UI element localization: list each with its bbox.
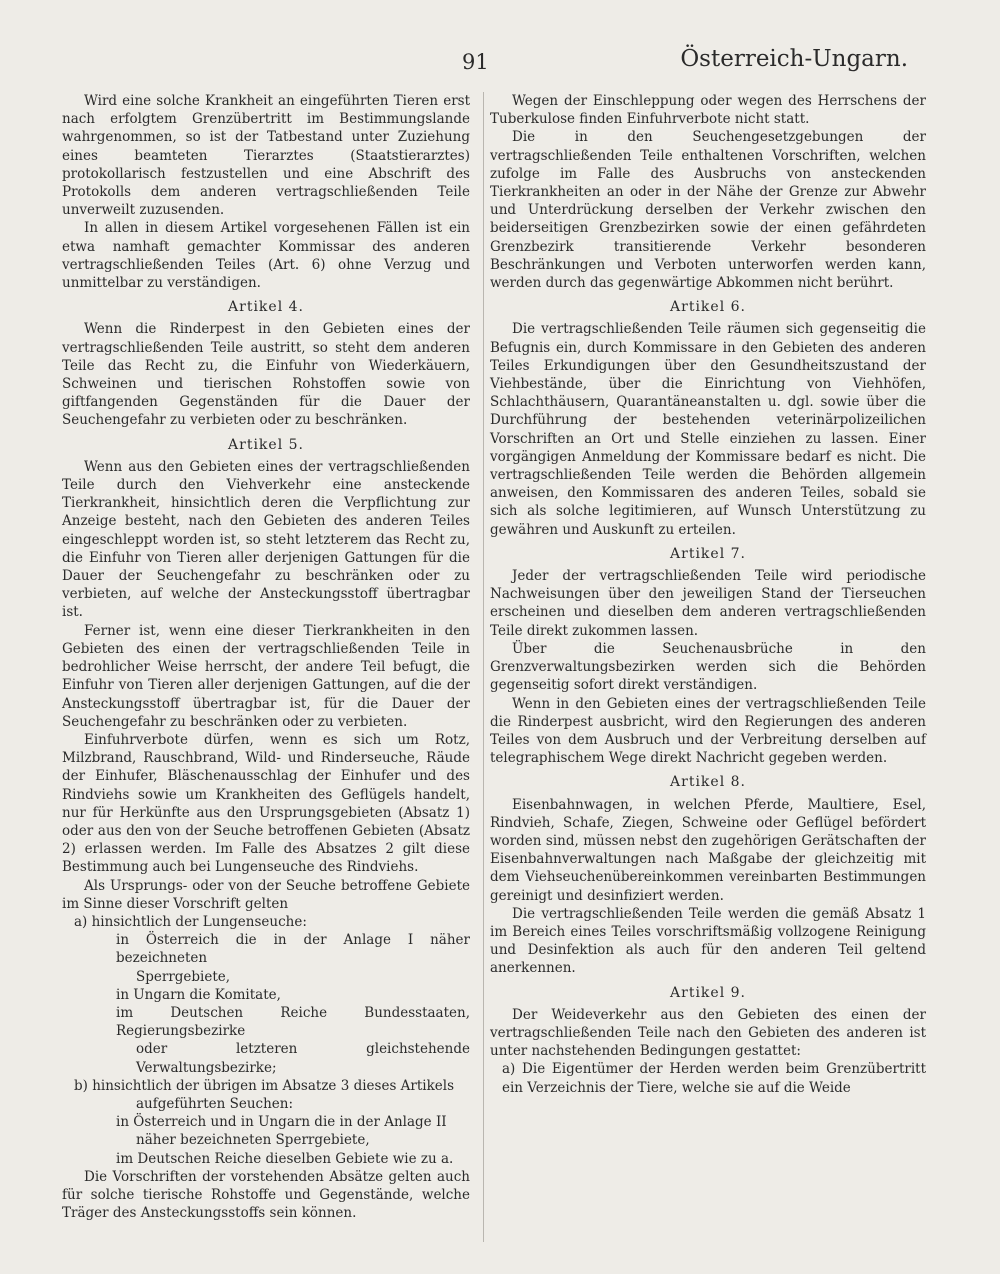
paragraph: Wird eine solche Krankheit an eingeführten Tieren erst nach erfolgtem Grenzübertritt im Bestimmungslande wahrgenommen, so ist der Tatbestand unter Zuziehung eines beamteten Tierarztes (Staatstierarztes) protokollarisch festzustellen und eine Abschrift des Protokolls dem anderen vertragschließenden Teile unverweilt zuzusenden. xyxy=(62,93,470,219)
paragraph: Wenn in den Gebieten eines der vertragschließenden Teile die Rinderpest ausbricht, wird den Regierungen des anderen Teiles von dem Ausbruch und der Verbreitung derselben auf telegraphischem Wege direkt Nachricht gegeben werden. xyxy=(490,695,926,767)
article-heading: Artikel 4. xyxy=(228,299,304,316)
article-heading: Artikel 7. xyxy=(670,545,746,562)
list-subitem: im Deutschen Reiche Bundesstaaten, Regierungsbezirke xyxy=(116,1004,470,1040)
paragraph: Die in den Seuchengesetzgebungen der vertragschließenden Teile enthaltenen Vorschriften, welchen zufolge im Falle des Ausbruchs von ansteckenden Tierkrankheiten an oder in der Nähe der Grenze zur Abwehr und Unterdrückung derselben der Verkehr zwischen den beiderseitigen Grenzbezirken sowie der einen gefährdeten Grenzbezirk transitierende Verkehr besonderen Beschränkungen und Verboten unterworfen werden kann, werden durch das gegenwärtige Abkommen nicht berührt. xyxy=(490,129,926,292)
paragraph: Als Ursprungs- oder von der Seuche betroffene Gebiete im Sinne dieser Vorschrift gelten xyxy=(62,877,470,912)
paragraph: Der Weideverkehr aus den Gebieten des einen der vertragschließenden Teile nach den Gebieten des anderen ist unter nachstehenden Bedingungen gestattet: xyxy=(490,1006,926,1060)
article-heading: Artikel 8. xyxy=(670,774,746,791)
paragraph: Die vertragschließenden Teile räumen sich gegenseitig die Befugnis ein, durch Kommissare in den Gebieten des anderen Teiles Erkundigungen über den Gesundheitszustand der Viehbestände, über die Einrichtung von Viehhöfen, Schlachthäusern, Quarantäneanstalten u. dgl. sowie über die Durchführung der bestehenden veterinärpolizeilichen Vorschriften an Ort und Stelle einziehen zu lassen. Einer vorgängigen Anmeldung der Kommissare bedarf es nicht. Die vertragschließenden Teile werden die Behörden allgemein anweisen, den Kommissaren des anderen Teiles, sobald sie sich als solche legitimieren, auf Wunsch Unterstützung zu gewähren und Auskunft zu erteilen. xyxy=(490,321,926,538)
list-subitem: in Österreich die in der Anlage I näher bezeichneten xyxy=(116,932,470,967)
paragraph: Jeder der vertragschließenden Teile wird periodische Nachweisungen über den jeweiligen Stand der Tierseuchen erscheinen und dieselben dem anderen vertragschließenden Teile direkt zukommen lassen. xyxy=(490,568,926,639)
list-item: b) hinsichtlich der übrigen im Absatze 3 dieses Artikels xyxy=(74,1077,455,1094)
list-item: a) Die Eigentümer der Herden werden beim Grenzübertritt ein Verzeichnis der Tiere, welche sie auf die Weide xyxy=(502,1061,926,1096)
list-subitem-cont: näher bezeichneten Sperrgebiete, xyxy=(136,1132,370,1149)
list-subitem: in Österreich und in Ungarn die in der Anlage II xyxy=(116,1114,447,1131)
list-subitem: in Ungarn die Komitate, xyxy=(116,986,281,1003)
running-title: Österreich-Ungarn. xyxy=(680,46,908,72)
paragraph: Eisenbahnwagen, in welchen Pferde, Maultiere, Esel, Rindvieh, Schafe, Ziegen, Schweine oder Geflügel befördert worden sind, müssen nebst den zugehörigen Gerätschaften der Eisenbahnverwaltungen nach Maßgabe der gleichzeitig mit dem Viehseuchenübereinkommen vereinbarten Bestimmungen gereinigt und desinfiziert werden. xyxy=(490,796,926,904)
article-heading: Artikel 5. xyxy=(228,436,304,453)
list-item: a) hinsichtlich der Lungenseuche: xyxy=(74,913,307,930)
paragraph: In allen in diesem Artikel vorgesehenen Fällen ist ein etwa namhaft gemachter Kommissar des anderen vertragschließenden Teiles (Art. 6) ohne Verzug und unmittelbar zu verständigen. xyxy=(62,220,470,292)
list-subitem: im Deutschen Reiche dieselben Gebiete wie zu a. xyxy=(116,1150,454,1167)
paragraph: Einfuhrverbote dürfen, wenn es sich um Rotz, Milzbrand, Rauschbrand, Wild- und Rinderseuche, Räude der Einhufer, Bläschenausschlag der Einhufer und des Rindviehs sowie um Krankheiten des Geflügels handelt, nur für Herkünfte aus den Ursprungsgebieten (Absatz 1) oder aus den von der Seuche betroffenen Gebieten (Absatz 2) erlassen werden. Im Falle des Absatzes 2 gilt diese Bestimmung auch bei Lungenseuche des Rindviehs. xyxy=(62,731,470,876)
article-heading: Artikel 6. xyxy=(670,299,746,316)
list-item-cont: aufgeführten Seuchen: xyxy=(136,1095,294,1112)
paragraph: Wenn aus den Gebieten eines der vertragschließenden Teile durch den Viehverkehr eine ansteckende Tierkrankheit, hinsichtlich deren die Verpflichtung zur Anzeige besteht, nach den Gebieten des anderen Teiles eingeschleppt worden ist, so steht letzterem das Recht zu, die Einfuhr von Tieren aller derjenigen Gattungen für die Dauer der Seuchengefahr zu beschränken oder zu verbieten, auf welche der Ansteckungsstoff übertragbar ist. xyxy=(62,458,470,621)
paragraph: Ferner ist, wenn eine dieser Tierkrankheiten in den Gebieten des einen der vertragschließenden Teile in bedrohlicher Weise herrscht, der andere Teil befugt, die Einfuhr von Tieren aller derjenigen Gattungen, auf die der Ansteckungsstoff übertragbar ist, für die Dauer der Seuchengefahr zu beschränken oder zu verbieten. xyxy=(62,622,470,730)
right-column xyxy=(490,92,926,1097)
page-header xyxy=(0,42,1000,82)
paragraph: Über die Seuchenausbrüche in den Grenzverwaltungsbezirken werden sich die Behörden gegenseitig sofort direkt verständigen. xyxy=(490,640,926,694)
page-number: 91 xyxy=(462,50,489,74)
paragraph: Wegen der Einschleppung oder wegen des Herrschens der Tuberkulose finden Einfuhrverbote nicht statt. xyxy=(490,93,926,128)
left-column xyxy=(62,92,470,1222)
paragraph: Die vertragschließenden Teile werden die gemäß Absatz 1 im Bereich eines Teiles vorschriftsmäßig vollzogene Reinigung und Desinfektion als auch für den anderen Teil geltend anerkennen. xyxy=(490,905,926,977)
list-subitem-cont: oder letzteren gleichstehende Verwaltungsbezirke; xyxy=(136,1041,470,1076)
article-heading: Artikel 9. xyxy=(670,984,746,1001)
paragraph: Wenn die Rinderpest in den Gebieten eines der vertragschließenden Teile austritt, so steht dem anderen Teile das Recht zu, die Einfuhr von Wiederkäuern, Schweinen und tierischen Rohstoffen sowie von giftfangenden Gegenständen für die Dauer der Seuchengefahr zu verbieten oder zu beschränken. xyxy=(62,321,470,429)
column-divider xyxy=(483,92,484,1242)
list-subitem-cont: Sperrgebiete, xyxy=(136,968,231,985)
paragraph: Die Vorschriften der vorstehenden Absätze gelten auch für solche tierische Rohstoffe und Gegenstände, welche Träger des Ansteckungsstoffs sein können. xyxy=(62,1168,470,1222)
